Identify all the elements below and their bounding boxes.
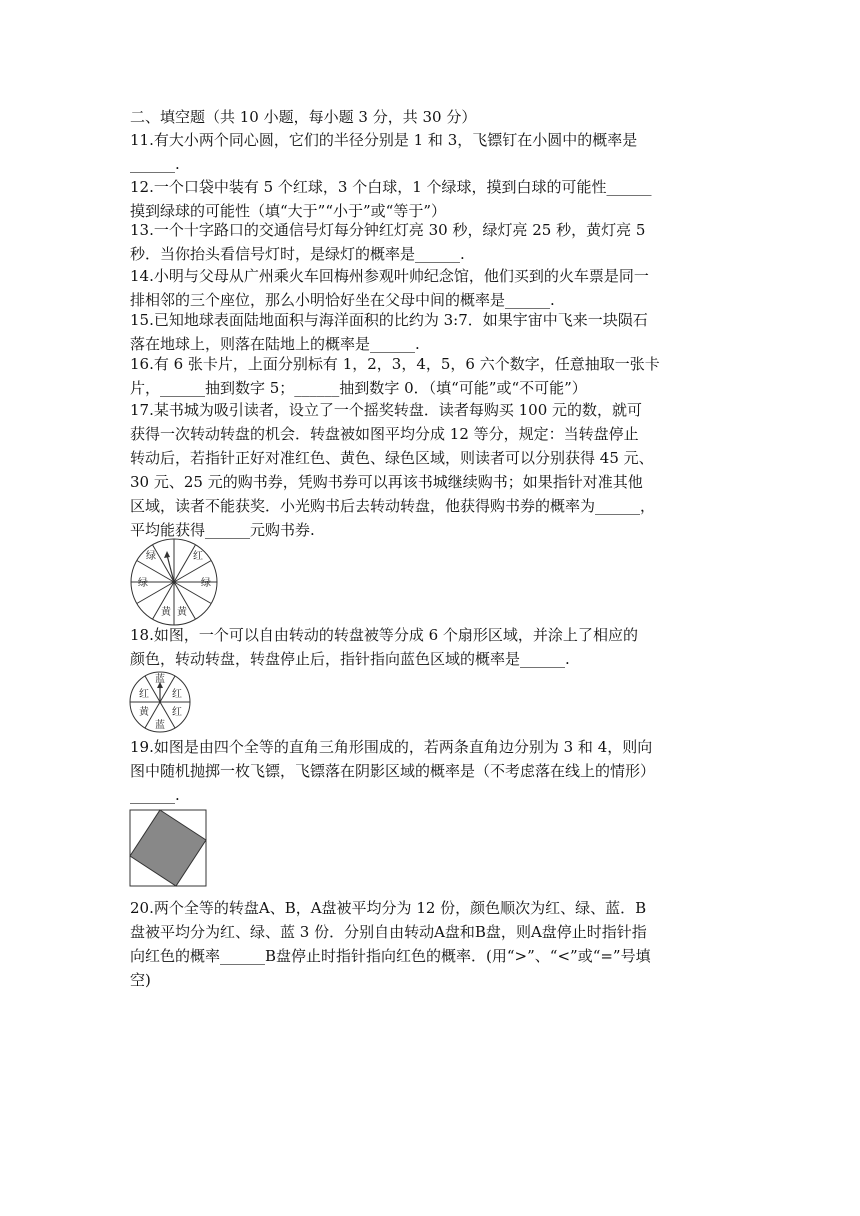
question-line: 摸到绿球的可能性（填“大于”“小于”或“等于”）: [130, 202, 447, 220]
figure-square: [129, 809, 209, 893]
wheel-12-label: 绿: [138, 578, 148, 589]
section-title: 二、填空题（共 10 小题，每小题 3 分，共 30 分）: [130, 108, 477, 126]
question-line: 18.如图，一个可以自由转动的转盘被等分成 6 个扇形区域，并涂上了相应的: [130, 626, 638, 644]
wheel-12-label: 绿: [146, 551, 156, 562]
question-line: 秒．当你抬头看信号灯时，是绿灯的概率是______.: [130, 245, 465, 263]
question-line: 17.某书城为吸引读者，设立了一个摇奖转盘．读者每购买 100 元的数，就可: [130, 401, 643, 419]
square-svg: [129, 809, 209, 889]
question-line: 盘被平均分为红、绿、蓝 3 份．分别自由转动A盘和B盘，则A盘停止时指针指: [130, 923, 647, 941]
wheel-12-label: 绿: [201, 578, 211, 589]
question-13: [130, 218, 730, 266]
question-line: 图中随机抛掷一枚飞镖，飞镖落在阴影区域的概率是（不考虑落在线上的情形）: [130, 762, 656, 780]
question-12: [130, 175, 730, 223]
question-line: 30 元、25 元的购书券，凭购书券可以再该书城继续购书；如果指针对准其他: [130, 473, 643, 491]
question-line: 15.已知地球表面陆地面积与海洋面积的比约为 3:7．如果宇宙中飞来一块陨石: [130, 311, 648, 329]
wheel-6-label: 蓝: [155, 674, 165, 685]
question-line: 平均能获得______元购书券.: [130, 521, 315, 539]
question-16: [130, 352, 730, 400]
question-line: 片，______抽到数字 5；______抽到数字 0．（填“可能”或“不可能”）: [130, 379, 587, 397]
question-line: 13.一个十字路口的交通信号灯每分钟红灯亮 30 秒，绿灯亮 25 秒，黄灯亮 5: [130, 221, 646, 239]
question-line: 向红色的概率______B盘停止时指针指向红色的概率．(用“>”、“<”或“=”号填: [130, 947, 651, 965]
figure-wheel-6: [128, 670, 194, 738]
wheel-6-svg: [128, 670, 194, 734]
wheel-6-label: 红: [172, 689, 182, 700]
wheel-12-label: 黄: [177, 607, 187, 618]
question-17: [130, 398, 730, 542]
question-line: 12.一个口袋中装有 5 个红球，3 个白球，1 个绿球，摸到白球的可能性______: [130, 178, 652, 196]
question-19: [130, 735, 730, 807]
question-line: 区域，读者不能获奖．小光购书后去转动转盘，他获得购书券的概率为______，: [130, 497, 656, 515]
wheel-12-label: 红: [193, 551, 203, 562]
question-14: [130, 264, 730, 312]
wheel-12-svg: [128, 537, 223, 627]
question-line: 11.有大小两个同心圆，它们的半径分别是 1 和 3，飞镖钉在小圆中的概率是: [130, 131, 638, 149]
question-line: 19.如图是由四个全等的直角三角形围成的，若两条直角边分别为 3 和 4，则向: [130, 738, 653, 756]
question-line: 16.有 6 张卡片，上面分别标有 1，2，3，4，5，6 六个数字，任意抽取一张卡: [130, 355, 660, 373]
question-11: [130, 128, 730, 176]
question-20: [130, 896, 730, 992]
question-line: 颜色，转动转盘，转盘停止后，指针指向蓝色区域的概率是______.: [130, 650, 570, 668]
figure-wheel-12: [128, 537, 223, 631]
wheel-6-label: 黄: [139, 707, 149, 718]
question-18: [130, 623, 730, 671]
question-line: 20.两个全等的转盘A、B，A盘被平均分为 12 份，颜色顺次为红、绿、蓝．B: [130, 899, 647, 917]
wheel-6-label: 红: [172, 707, 182, 718]
question-line: 空): [130, 971, 151, 989]
question-line: 排相邻的三个座位，那么小明恰好坐在父母中间的概率是______.: [130, 291, 555, 309]
wheel-6-label: 红: [139, 689, 149, 700]
question-line: 获得一次转动转盘的机会．转盘被如图平均分成 12 等分，规定：当转盘停止: [130, 425, 639, 443]
question-15: [130, 308, 730, 356]
wheel-6-label: 蓝: [155, 720, 165, 731]
question-line: ______.: [130, 155, 180, 173]
question-line: 转动后，若指针正好对准红色、黄色、绿色区域，则读者可以分别获得 45 元、: [130, 449, 654, 467]
question-line: 14.小明与父母从广州乘火车回梅州参观叶帅纪念馆，他们买到的火车票是同一: [130, 267, 649, 285]
question-line: 落在地球上，则落在陆地上的概率是______.: [130, 335, 420, 353]
wheel-12-label: 黄: [161, 607, 171, 618]
question-line: ______.: [130, 786, 180, 804]
